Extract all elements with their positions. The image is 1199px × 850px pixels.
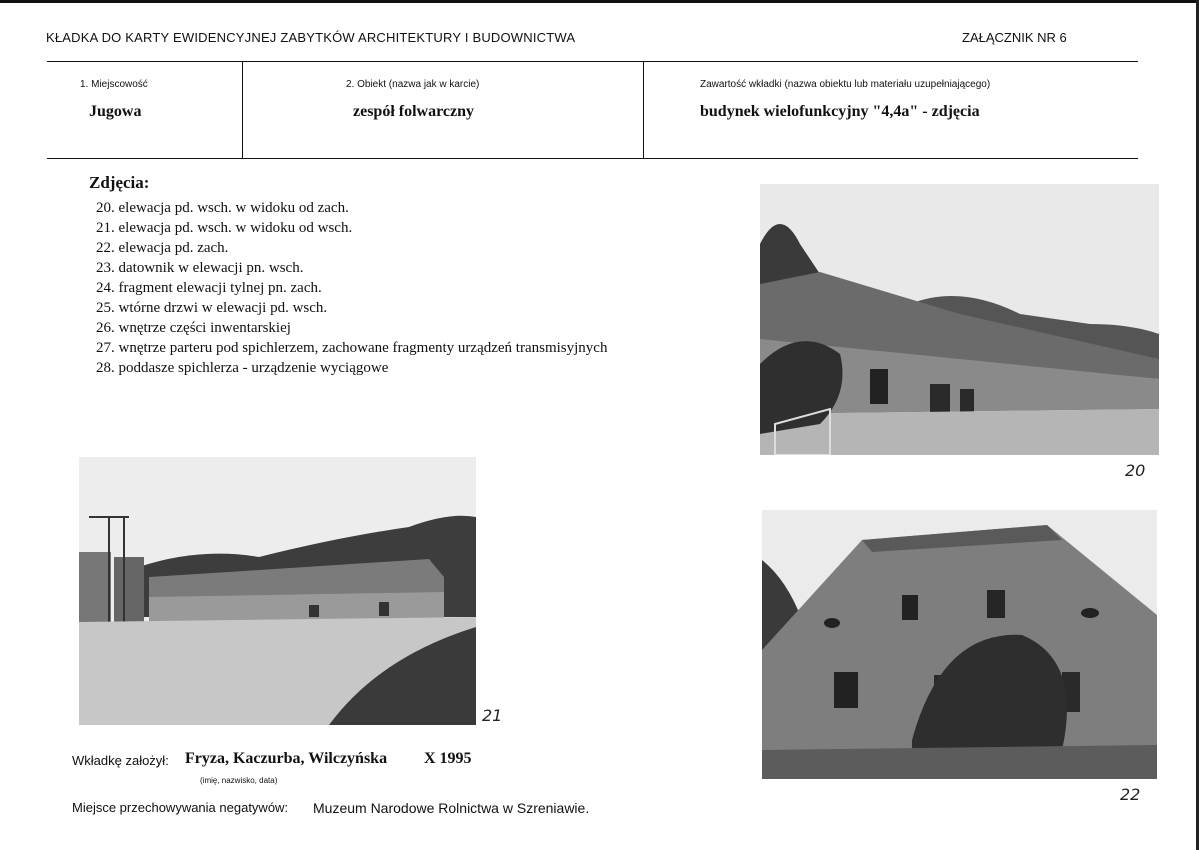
photo-20 [760,184,1159,455]
content-value: budynek wielofunkcyjny "4,4a" - zdjęcia [700,103,980,120]
object-cell [243,62,644,158]
photo-21-image [79,457,476,725]
page-border-top [0,0,1199,3]
list-item: 23. datownik w elewacji pn. wsch. [96,260,304,276]
list-item: 27. wnętrze parteru pod spichlerzem, zachowane fragmenty urządzeń transmisyjnych [96,340,608,356]
photo-number-21: 21 [482,706,503,725]
list-item: 26. wnętrze części inwentarskiej [96,320,291,336]
object-label: 2. Obiekt (nazwa jak w karcie) [346,79,480,90]
place-label: 1. Miejscowość [80,79,148,90]
photo-21 [79,457,476,725]
photos-title: Zdjęcia: [89,173,150,192]
storage-label: Miejsce przechowywania negatywów: [72,800,289,815]
photos-list [96,198,607,378]
founder-value: Fryza, Kaczurba, Wilczyńska [185,750,388,767]
photo-number-20: 20 [1125,461,1146,480]
photo-number-22: 22 [1120,785,1141,804]
photo-20-image [760,184,1159,455]
list-item: 22. elewacja pd. zach. [96,240,229,256]
document-title: KŁADKA DO KARTY EWIDENCYJNEJ ZABYTKÓW ARCHITEKTURY I BUDOWNICTWA [46,30,576,45]
list-item: 24. fragment elewacji tylnej pn. zach. [96,280,322,296]
place-value: Jugowa [89,103,142,120]
list-item: 25. wtórne drzwi w elewacji pd. wsch. [96,300,328,316]
storage-value: Muzeum Narodowe Rolnictwa w Szreniawie. [313,800,590,816]
content-label: Zawartość wkładki (nazwa obiektu lub materiału uzupełniającego) [700,79,991,90]
founder-date: X 1995 [424,750,472,767]
content-cell [644,62,1138,158]
object-value: zespół folwarczny [353,103,475,120]
info-table [47,61,1138,159]
founder-note: (imię, nazwisko, data) [200,776,278,785]
attachment-number: ZAŁĄCZNIK NR 6 [962,30,1067,45]
list-item: 21. elewacja pd. wsch. w widoku od wsch. [96,220,353,236]
list-item: 20. elewacja pd. wsch. w widoku od zach. [96,200,349,216]
founder-label: Wkładkę założył: [72,753,169,768]
list-item: 28. poddasze spichlerza - urządzenie wyciągowe [96,360,389,376]
photo-22 [762,510,1157,779]
photo-22-image [762,510,1157,779]
place-cell [47,62,243,158]
